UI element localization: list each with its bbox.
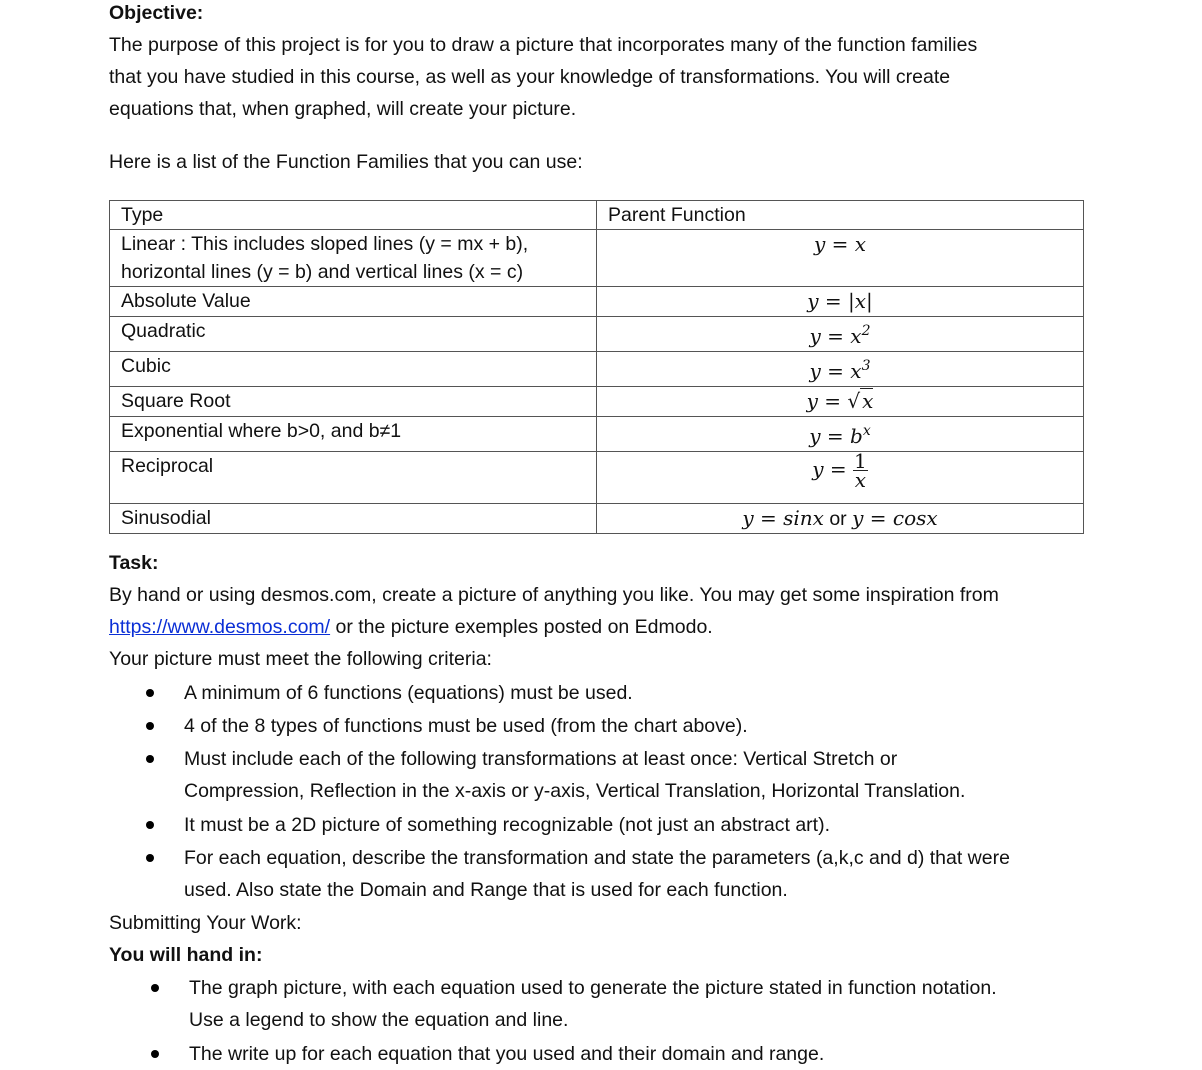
parent-square-root: y = √ x (806, 389, 874, 413)
table-header-row (110, 201, 1084, 230)
table-row (110, 417, 1084, 452)
bullet-icon (151, 984, 159, 992)
bullet-icon (146, 689, 154, 697)
parent-cell (597, 417, 1084, 452)
type-linear-line2: horizontal lines (y = b) and vertical lines (x = c) (121, 261, 524, 283)
type-cell: Sinusodial (110, 504, 597, 534)
list-item: A minimum of 6 functions (equations) must be used. (109, 677, 1099, 709)
table-row (110, 230, 1084, 287)
list-item: For each equation, describe the transformation and state the parameters (a,k,c and d) that were used. Also state the Domain and Range that is used for each function. (109, 842, 1099, 906)
table-row (110, 317, 1084, 352)
list-item: It must be a 2D picture of something recognizable (not just an abstract art). (109, 809, 1099, 841)
parent-cubic: $y = x^3$ (809, 358, 871, 383)
list-item: 4 of the 8 types of functions must be used (from the chart above). (109, 710, 1099, 742)
parent-absolute: y = |x| (807, 289, 873, 313)
hand-in-heading: You will hand in: (109, 944, 263, 966)
table-row (110, 504, 1084, 534)
bullet-icon (151, 1050, 159, 1058)
table-row (110, 387, 1084, 417)
bullet-icon (146, 755, 154, 763)
list-item: Must include each of the following transformations at least once: Vertical Stretch or Compression, Reflection in the x-axis or y-axis, Vertical Translation, Horizontal Translation. (109, 743, 1099, 807)
type-cell: Reciprocal (110, 452, 597, 504)
parent-cell (597, 504, 1084, 534)
parent-cell (597, 287, 1084, 317)
hand-in-list (114, 972, 1104, 1070)
desmos-link[interactable]: https://www.desmos.com/ (109, 616, 331, 638)
type-cell: Cubic (110, 352, 597, 387)
parent-sinusoidal: y = sinx or y = cosx (742, 506, 938, 530)
task-heading: Task: (109, 552, 159, 574)
list-item: The graph picture, with each equation used to generate the picture stated in function notation. Use a legend to show the equation and line. (114, 972, 1104, 1036)
objective-line: The purpose of this project is for you to draw a picture that incorporates many of the function families (109, 34, 978, 56)
type-cell: Absolute Value (110, 287, 597, 317)
objective-line: that you have studied in this course, as well as your knowledge of transformations. You will create (109, 66, 951, 88)
function-list-intro: Here is a list of the Function Families that you can use: (109, 151, 583, 173)
list-item: The write up for each equation that you used and their domain and range. (114, 1038, 1104, 1070)
objective-heading: Objective: (109, 2, 204, 24)
task-line: https://www.desmos.com/ or the picture exemples posted on Edmodo. (109, 616, 713, 638)
type-cell: Square Root (110, 387, 597, 417)
parent-cell (597, 387, 1084, 417)
criteria-intro: Your picture must meet the following criteria: (109, 648, 492, 670)
table-row (110, 352, 1084, 387)
submitting-heading: Submitting Your Work: (109, 912, 302, 934)
parent-cell (597, 317, 1084, 352)
bullet-icon (146, 821, 154, 829)
objective-line: equations that, when graphed, will create your picture. (109, 98, 577, 120)
type-cell: Exponential where b>0, and b≠1 (110, 417, 597, 452)
criteria-list (109, 677, 1099, 906)
type-cell: Quadratic (110, 317, 597, 352)
parent-exponential: $y = b^x$ (809, 423, 871, 448)
table-row (110, 287, 1084, 317)
parent-quadratic: $y = x^2$ (809, 323, 871, 348)
parent-cell (597, 230, 1084, 287)
header-parent-function: Parent Function (597, 201, 1084, 230)
bullet-icon (146, 722, 154, 730)
radical-icon: √ (847, 389, 861, 413)
type-linear-line1: Linear : This includes sloped lines (y = mx + b), (121, 233, 529, 255)
task-line: By hand or using desmos.com, create a picture of anything you like. You may get some inspiration from (109, 584, 999, 606)
type-cell (110, 230, 597, 287)
function-families-table (109, 200, 1084, 534)
bullet-icon (146, 854, 154, 862)
parent-cell (597, 449, 1084, 504)
parent-linear: y = x (813, 232, 867, 256)
header-type: Type (110, 201, 597, 230)
parent-cell (597, 352, 1084, 387)
parent-reciprocal: y = $\frac{1}{x}$ (812, 449, 867, 492)
table-row (110, 452, 1084, 504)
